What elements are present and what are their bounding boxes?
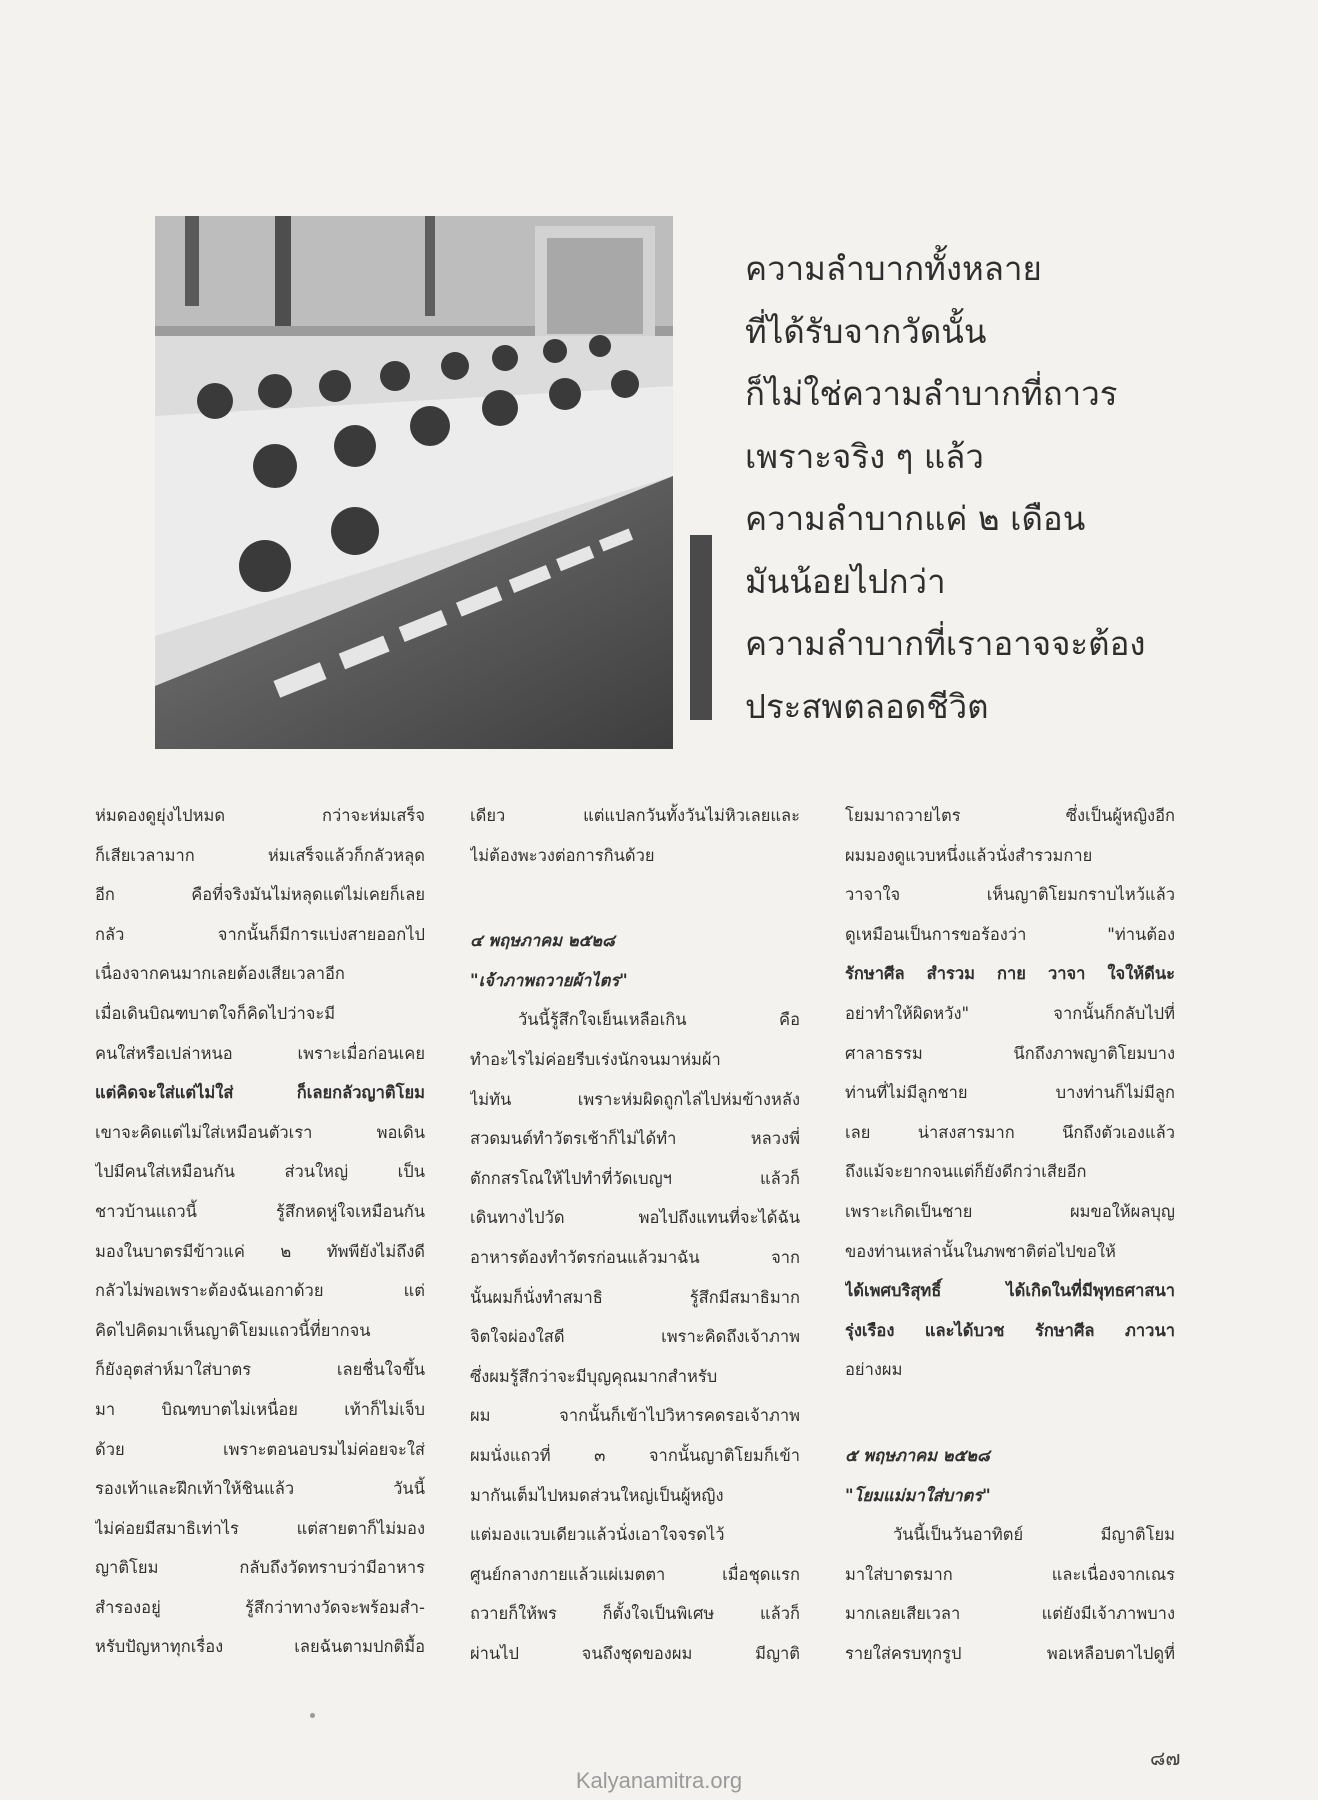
body-line: นั้นผมก็นั่งทำสมาธิ รู้สึกมีสมาธิมาก [470,1287,800,1307]
body-line: กลัว จากนั้นก็มีการแบ่งสายออกไป [95,924,425,944]
body-line: ศาลาธรรม นึกถึงภาพญาติโยมบาง [845,1043,1175,1063]
body-line: อย่าทำให้ผิดหวัง" จากนั้นก็กลับไปที่ [845,1003,1175,1023]
body-line: ห่มดองดูยุ่งไปหมด กว่าจะห่มเสร็จ [95,806,425,825]
body-line: ญาติโยม กลับถึงวัดทราบว่ามีอาหาร [95,1558,425,1578]
body-line: จิตใจผ่องใสดี เพราะคิดถึงเจ้าภาพ [470,1327,800,1347]
body-line: วาจาใจ เห็นญาติโยมกราบไหว้แล้ว [845,885,1175,905]
body-line: แต่มองแวบเดียวแล้วนั่งเอาใจจรดไว้ [470,1525,725,1545]
body-line: เนื่องจากคนมากเลยต้องเสียเวลาอีก [95,964,345,984]
body-line: ผ่านไป จนถึงชุดของผม มีญาติ [470,1643,800,1663]
body-line: กลัวไม่พอเพราะต้องฉันเอกาด้วย แต่ [95,1281,425,1301]
body-line: เดียว แต่แปลกวันทั้งวันไม่หิวเลยและ [470,806,800,825]
body-line: มากเลยเสียเวลา แต่ยังมีเจ้าภาพบาง [845,1604,1175,1624]
pull-quote-line: ที่ได้รับจากวัดนั้น [745,311,987,351]
body-line: ตักกสรโณให้ไปทำที่วัดเบญฯ แล้วก็ [470,1168,800,1188]
page-number: ๘๗ [1150,1746,1181,1770]
body-line: เมื่อเดินบิณฑบาตใจก็คิดไปว่าจะมี [95,1003,336,1023]
section-gap [845,1390,1175,1436]
body-line: ไม่ค่อยมีสมาธิเท่าไร แต่สายตาก็ไม่มอง [95,1518,425,1538]
body-line: ศูนย์กลางกายแล้วแผ่เมตตา เมื่อชุดแรก [470,1564,800,1584]
body-line: มาใส่บาตรมาก และเนื่องจากเณร [845,1564,1175,1584]
body-line: มากันเต็มไปหมดส่วนใหญ่เป็นผู้หญิง [470,1485,724,1505]
body-line: มองในบาตรมีข้าวแค่ ๒ ทัพพียังไม่ถึงดี [95,1241,425,1261]
body-line: ได้เพศบริสุทธิ์ ได้เกิดในที่มีพุทธศาสนา [845,1281,1175,1301]
body-line: วันนี้เป็นวันอาทิตย์ มีญาติโยม [893,1525,1175,1545]
text-column-2 [470,796,800,1673]
section-gap [470,875,800,921]
body-line: ก็เสียเวลามาก ห่มเสร็จแล้วก็กลัวหลุด [95,845,425,865]
body-line: อาหารต้องทำวัตรก่อนแล้วมาฉัน จาก [470,1247,800,1267]
body-line: โยมมาถวายไตร ซึ่งเป็นผู้หญิงอีก [845,806,1175,825]
body-line: ไม่ทัน เพราะห่มผิดถูกไล่ไปห่มข้างหลัง [470,1089,800,1109]
body-line: ก็ยังอุตส่าห์มาใส่บาตร เลยชื่นใจขึ้น [95,1360,425,1380]
entry-date: ๔ พฤษภาคม ๒๕๒๘ [470,931,615,951]
quote-accent-bar [690,535,712,720]
pull-quote-line: ก็ไม่ใช่ความลำบากที่ถาวร [745,374,1118,413]
body-line: ซึ่งผมรู้สึกว่าจะมีบุญคุณมากสำหรับ [470,1366,718,1386]
body-line: ของท่านเหล่านั้นในภพชาติต่อไปขอให้ [845,1241,1116,1261]
body-line: ผมนั่งแถวที่ ๓ จากนั้นญาติโยมก็เข้า [470,1445,800,1465]
photo-illustration [155,216,673,749]
pull-quote-line: มันน้อยไปกว่า [745,561,946,601]
body-line: เลย น่าสงสารมาก นึกถึงตัวเองแล้ว [845,1122,1175,1142]
pull-quote [745,238,1185,738]
body-line: ท่านที่ไม่มีลูกชาย บางท่านก็ไม่มีลูก [845,1083,1175,1103]
body-line: เดินทางไปวัด พอไปถึงแทนที่จะได้ฉัน [470,1208,800,1228]
body-line: รองเท้าและฝึกเท้าให้ชินแล้ว วันนี้ [95,1479,425,1499]
entry-title: "โยมแม่มาใส่บาตร" [845,1485,991,1505]
body-line: สวดมนต์ทำวัตรเช้าก็ไม่ได้ทำ หลวงพี่ [470,1129,800,1149]
body-line: วันนี้รู้สึกใจเย็นเหลือเกิน คือ [518,1010,800,1030]
body-line: รักษาศีล สำรวม กาย วาจา ใจให้ดีนะ [845,964,1175,984]
pull-quote-line: ประสพตลอดชีวิต [745,686,989,726]
print-speck [310,1713,315,1718]
text-column-1 [95,796,425,1667]
body-line: ดูเหมือนเป็นการขอร้องว่า "ท่านต้อง [845,924,1175,944]
body-line: คิดไปคิดมาเห็นญาติโยมแถวนี้ที่ยากจน [95,1320,371,1340]
body-line: ด้วย เพราะตอนอบรมไม่ค่อยจะใส่ [95,1439,425,1459]
body-line: รุ่งเรือง และได้บวช รักษาศีล ภาวนา [845,1320,1175,1340]
body-line: สำรองอยู่ รู้สึกว่าทางวัดจะพร้อมสำ- [95,1597,425,1617]
body-line: ชาวบ้านแถวนี้ รู้สึกหดหู่ใจเหมือนกัน [95,1201,425,1221]
watermark: Kalyanamitra.org [575,1768,743,1793]
body-line: อย่างผม [845,1360,903,1380]
body-line: ผม จากนั้นก็เข้าไปวิหารคดรอเจ้าภาพ [470,1406,800,1426]
body-line: คนใส่หรือเปล่าหนอ เพราะเมื่อก่อนเคย [95,1043,425,1063]
ordination-photo [155,216,673,749]
body-line: ถวายก็ให้พร ก็ตั้งใจเป็นพิเศษ แล้วก็ [470,1604,800,1624]
body-line: ถึงแม้จะยากจนแต่ก็ยังดีกว่าเสียอีก [845,1162,1087,1182]
text-column-3 [845,796,1175,1673]
body-line: รายใส่ครบทุกรูป พอเหลือบตาไปดูที่ [845,1643,1175,1663]
body-line: หรับปัญหาทุกเรื่อง เลยฉันตามปกติมื้อ [95,1637,425,1657]
entry-title: "เจ้าภาพถวายผ้าไตร" [470,970,628,990]
body-line: อีก คือที่จริงมันไม่หลุดแต่ไม่เคยก็เลย [95,885,425,905]
body-line: ไปมีคนใส่เหมือนกัน ส่วนใหญ่ เป็น [95,1162,425,1182]
body-line: ทำอะไรไม่ค่อยรีบเร่งนักจนมาห่มผ้า [470,1049,721,1069]
pull-quote-line: ความลำบากที่เราอาจจะต้อง [745,624,1146,663]
pull-quote-line: ความลำบากทั้งหลาย [745,249,1042,288]
body-line: เพราะเกิดเป็นชาย ผมขอให้ผลบุญ [845,1201,1175,1221]
body-line: แต่คิดจะใส่แต่ไม่ใส่ ก็เลยกลัวญาติโยม [95,1083,425,1103]
entry-date: ๕ พฤษภาคม ๒๕๒๘ [845,1445,990,1465]
body-line: ไม่ต้องพะวงต่อการกินด้วย [470,845,655,865]
body-line: มา บิณฑบาตไม่เหนื่อย เท้าก็ไม่เจ็บ [95,1399,425,1419]
body-line: ผมมองดูแวบหนึ่งแล้วนั่งสำรวมกาย [845,845,1093,865]
pull-quote-line: ความลำบากแค่ ๒ เดือน [745,499,1086,538]
pull-quote-line: เพราะจริง ๆ แล้ว [745,436,984,476]
body-line: เขาจะคิดแต่ไม่ใส่เหมือนตัวเรา พอเดิน [95,1122,425,1142]
